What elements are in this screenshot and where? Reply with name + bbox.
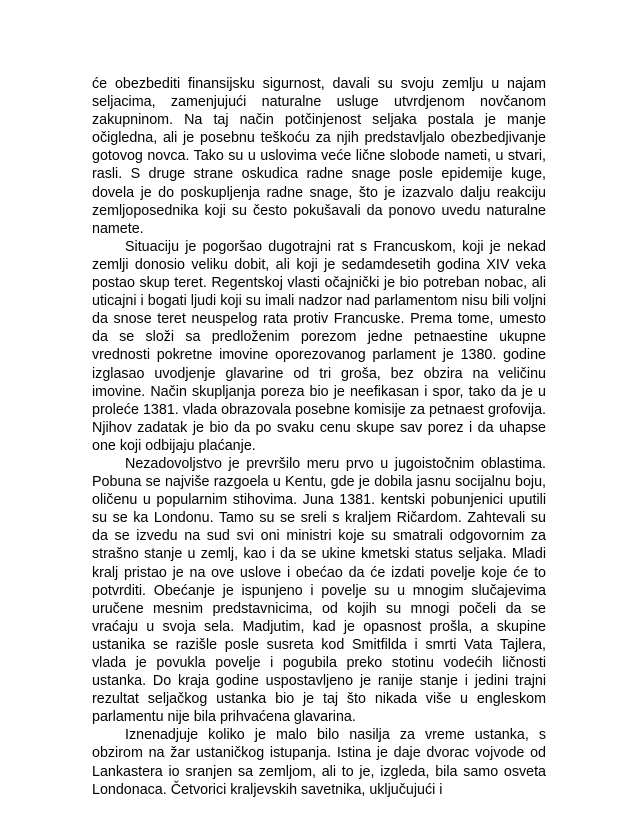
paragraph-3: Nezadovoljstvo je prevršilo meru prvo u jugoistočnim oblastima. Pobuna se najviše razgoela u Kentu, gde je dobila jasnu socijalnu boju, oličenu u popularnim stihovima. Juna 1381. kentski pobunjenici uputili su se ka Londonu. Tamo su se sreli s kraljem Ričardom. Zahtevali su da se izvedu na sud svi oni ministri koje su smatrali odgovornim za strašno stanje u zemlj, kao i da se ukine kmetski status seljaka. Mladi kralj pristao je na ove uslove i obećao da će izdati povelje koje će to potvrditi. Obećanje je ispunjeno i povelje su u mnogim slučajevima uručene mesnim predstavnicima, od kojih su mnogi počeli da se vraćaju u svoja sela. Madjutim, kad je opasnost prošla, a skupine ustanika se razišle posle susreta kod Smitfilda i smrti Vata Tajlera, vlada je povukla povelje i pogubila preko stotinu vodećih ličnosti ustanka. Do kraja godine uspostavljeno je ranije stanje i jedini trajni rezultat seljačkog ustanka bio je taj što nikada više u engleskom parlamentu nije bila prihvaćena glavarina.: [92, 455, 546, 726]
paragraph-2: Situaciju je pogoršao dugotrajni rat s Francuskom, koji je nekad zemlji donosio veliku dobit, ali koji je sedamdesetih godina XIV veka postao skup teret. Regentskoj vlasti očajnički je bio potreban nobac, ali uticajni i bogati ljudi koji su imali nadzor nad parlamentom nisu bili voljni da snose teret neuspelog rata protiv Francuske. Prema tome, umesto da se složi sa predloženim porezom jedne petnaestine ukupne vrednosti pokretne imovine oporezovanog parlament je 1380. godine izglasao uvodjenje glavarine od tri groša, bez obzira na veličinu imovine. Način skupljanja poreza bio je neefikasan i spor, tako da je u proleće 1381. vlada obrazovala posebne komisije za petnaest grofovija. Njihov zadatak je bio da po svaku cenu skupe sav porez i da uhapse one koji odbijaju plaćanje.: [92, 238, 546, 454]
paragraph-1: će obezbediti finansijsku sigurnost, davali su svoju zemlju u najam seljacima, zamenjujući naturalne usluge utvrdjenom novčanom zakupninom. Na taj način potčinjenost seljaka postala je manje očigledna, ali je posebnu teškoću za njih predstavljalo obezbedjivanje gotovog novca. Tako su u uslovima veće lične slobode nameti, u stvari, rasli. S druge strane oskudica radne snage posle epidemije kuge, dovela je do poskupljenja radne snage, što je izazvalo dalju reakciju zemljoposednika koji su često pokušavali da ponovo uvedu naturalne namete.: [92, 76, 546, 237]
paragraph-4: Iznenadjuje koliko je malo bilo nasilja za vreme ustanka, s obzirom na žar ustaničkog istupanja. Istina je daje dvorac vojvode od Lankastera io sranjen sa zemljom, ali to je, izgleda, bila samo osveta Londonaca. Četvorici kraljevskih savetnika, uključujući i: [92, 727, 546, 798]
body-text: [92, 75, 546, 799]
